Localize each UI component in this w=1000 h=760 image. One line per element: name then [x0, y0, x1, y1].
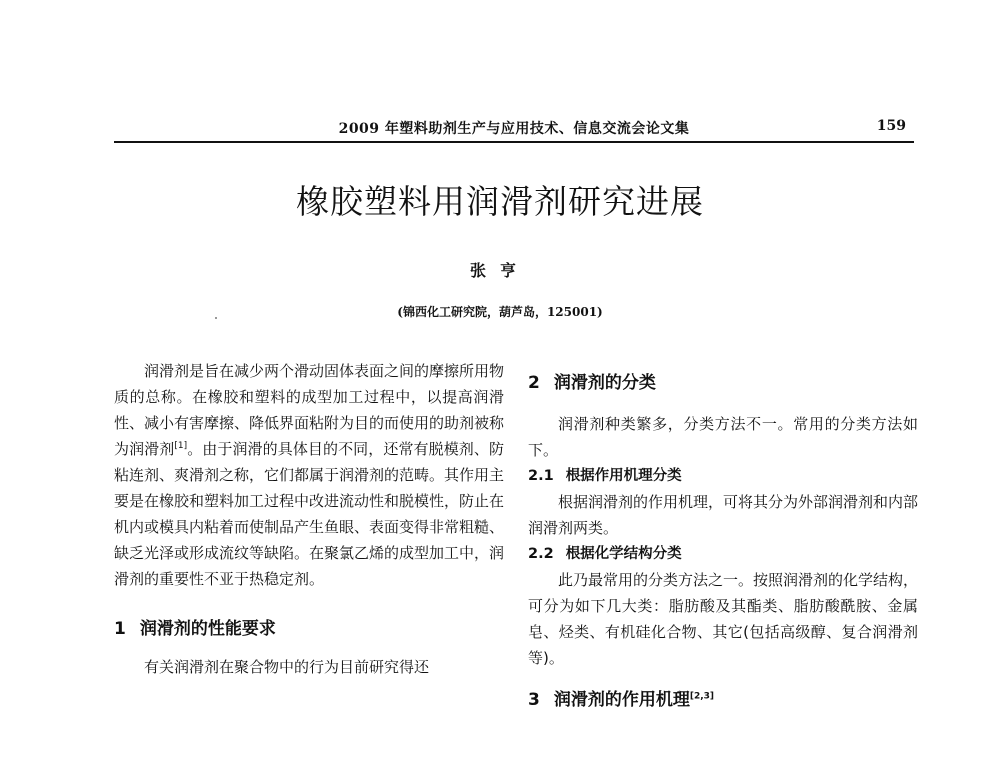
section-3-heading: 3 润滑剂的作用机理[2,3] [528, 690, 715, 710]
running-header [114, 118, 914, 138]
journal-title: 2009 年塑料助剂生产与应用技术、信息交流会论文集 [338, 121, 690, 137]
citation-1: [1] [174, 441, 188, 451]
section-2-heading: 2 润滑剂的分类 [528, 373, 656, 393]
page-number: 159 [876, 118, 906, 134]
author-name: 张亨 [469, 261, 530, 280]
subsection-2-2-heading: 2.2 根据化学结构分类 [528, 546, 682, 562]
section-1-text: 有关润滑剂在聚合物中的行为目前研究得还 [144, 658, 430, 676]
subsection-2-2-text: 此乃最常用的分类方法之一。按照润滑剂的化学结构，可分为如下几大类：脂肪酸及其酯类、脂肪酸酰胺、金属皂、烃类、有机硅化合物、其它(包括高级醇、复合润滑剂等)。 [528, 571, 919, 667]
scan-speck [215, 317, 217, 319]
section-2-text: 润滑剂种类繁多，分类方法不一。常用的分类方法如下。 [528, 415, 918, 459]
subsection-2-1-heading: 2.1 根据作用机理分类 [528, 468, 682, 484]
article-title: 橡胶塑料用润滑剂研究进展 [296, 182, 704, 221]
section-1-heading: 1 润滑剂的性能要求 [114, 619, 276, 639]
subsection-2-1-text: 根据润滑剂的作用机理，可将其分为外部润滑剂和内部润滑剂两类。 [528, 493, 919, 537]
header-rule [114, 141, 914, 143]
right-column [528, 358, 918, 713]
author-affiliation: (锦西化工研究院，葫芦岛，125001) [397, 305, 603, 319]
citation-2-3: [2,3] [689, 691, 715, 702]
intro-paragraph: 润滑剂是旨在减少两个滑动固体表面之间的摩擦所用物质的总称。在橡胶和塑料的成型加工过程中，以提高润滑性、减小有害摩擦、降低界面粘附为目的而使用的助剂被称为润滑剂[1]。由于润滑的具体目的不同，还常有脱模剂、防粘连剂、爽滑剂之称，它们都属于润滑剂的范畴。其作用主要是在橡胶和塑料加工过程中改进流动性和脱模性，防止在机内或模具内粘着而使制品产生鱼眼、表面变得非常粗糙、缺乏光泽或形成流纹等缺陷。在聚氯乙烯的成型加工中，润滑剂的重要性不亚于热稳定剂。 [114, 362, 505, 588]
left-column [114, 358, 504, 680]
